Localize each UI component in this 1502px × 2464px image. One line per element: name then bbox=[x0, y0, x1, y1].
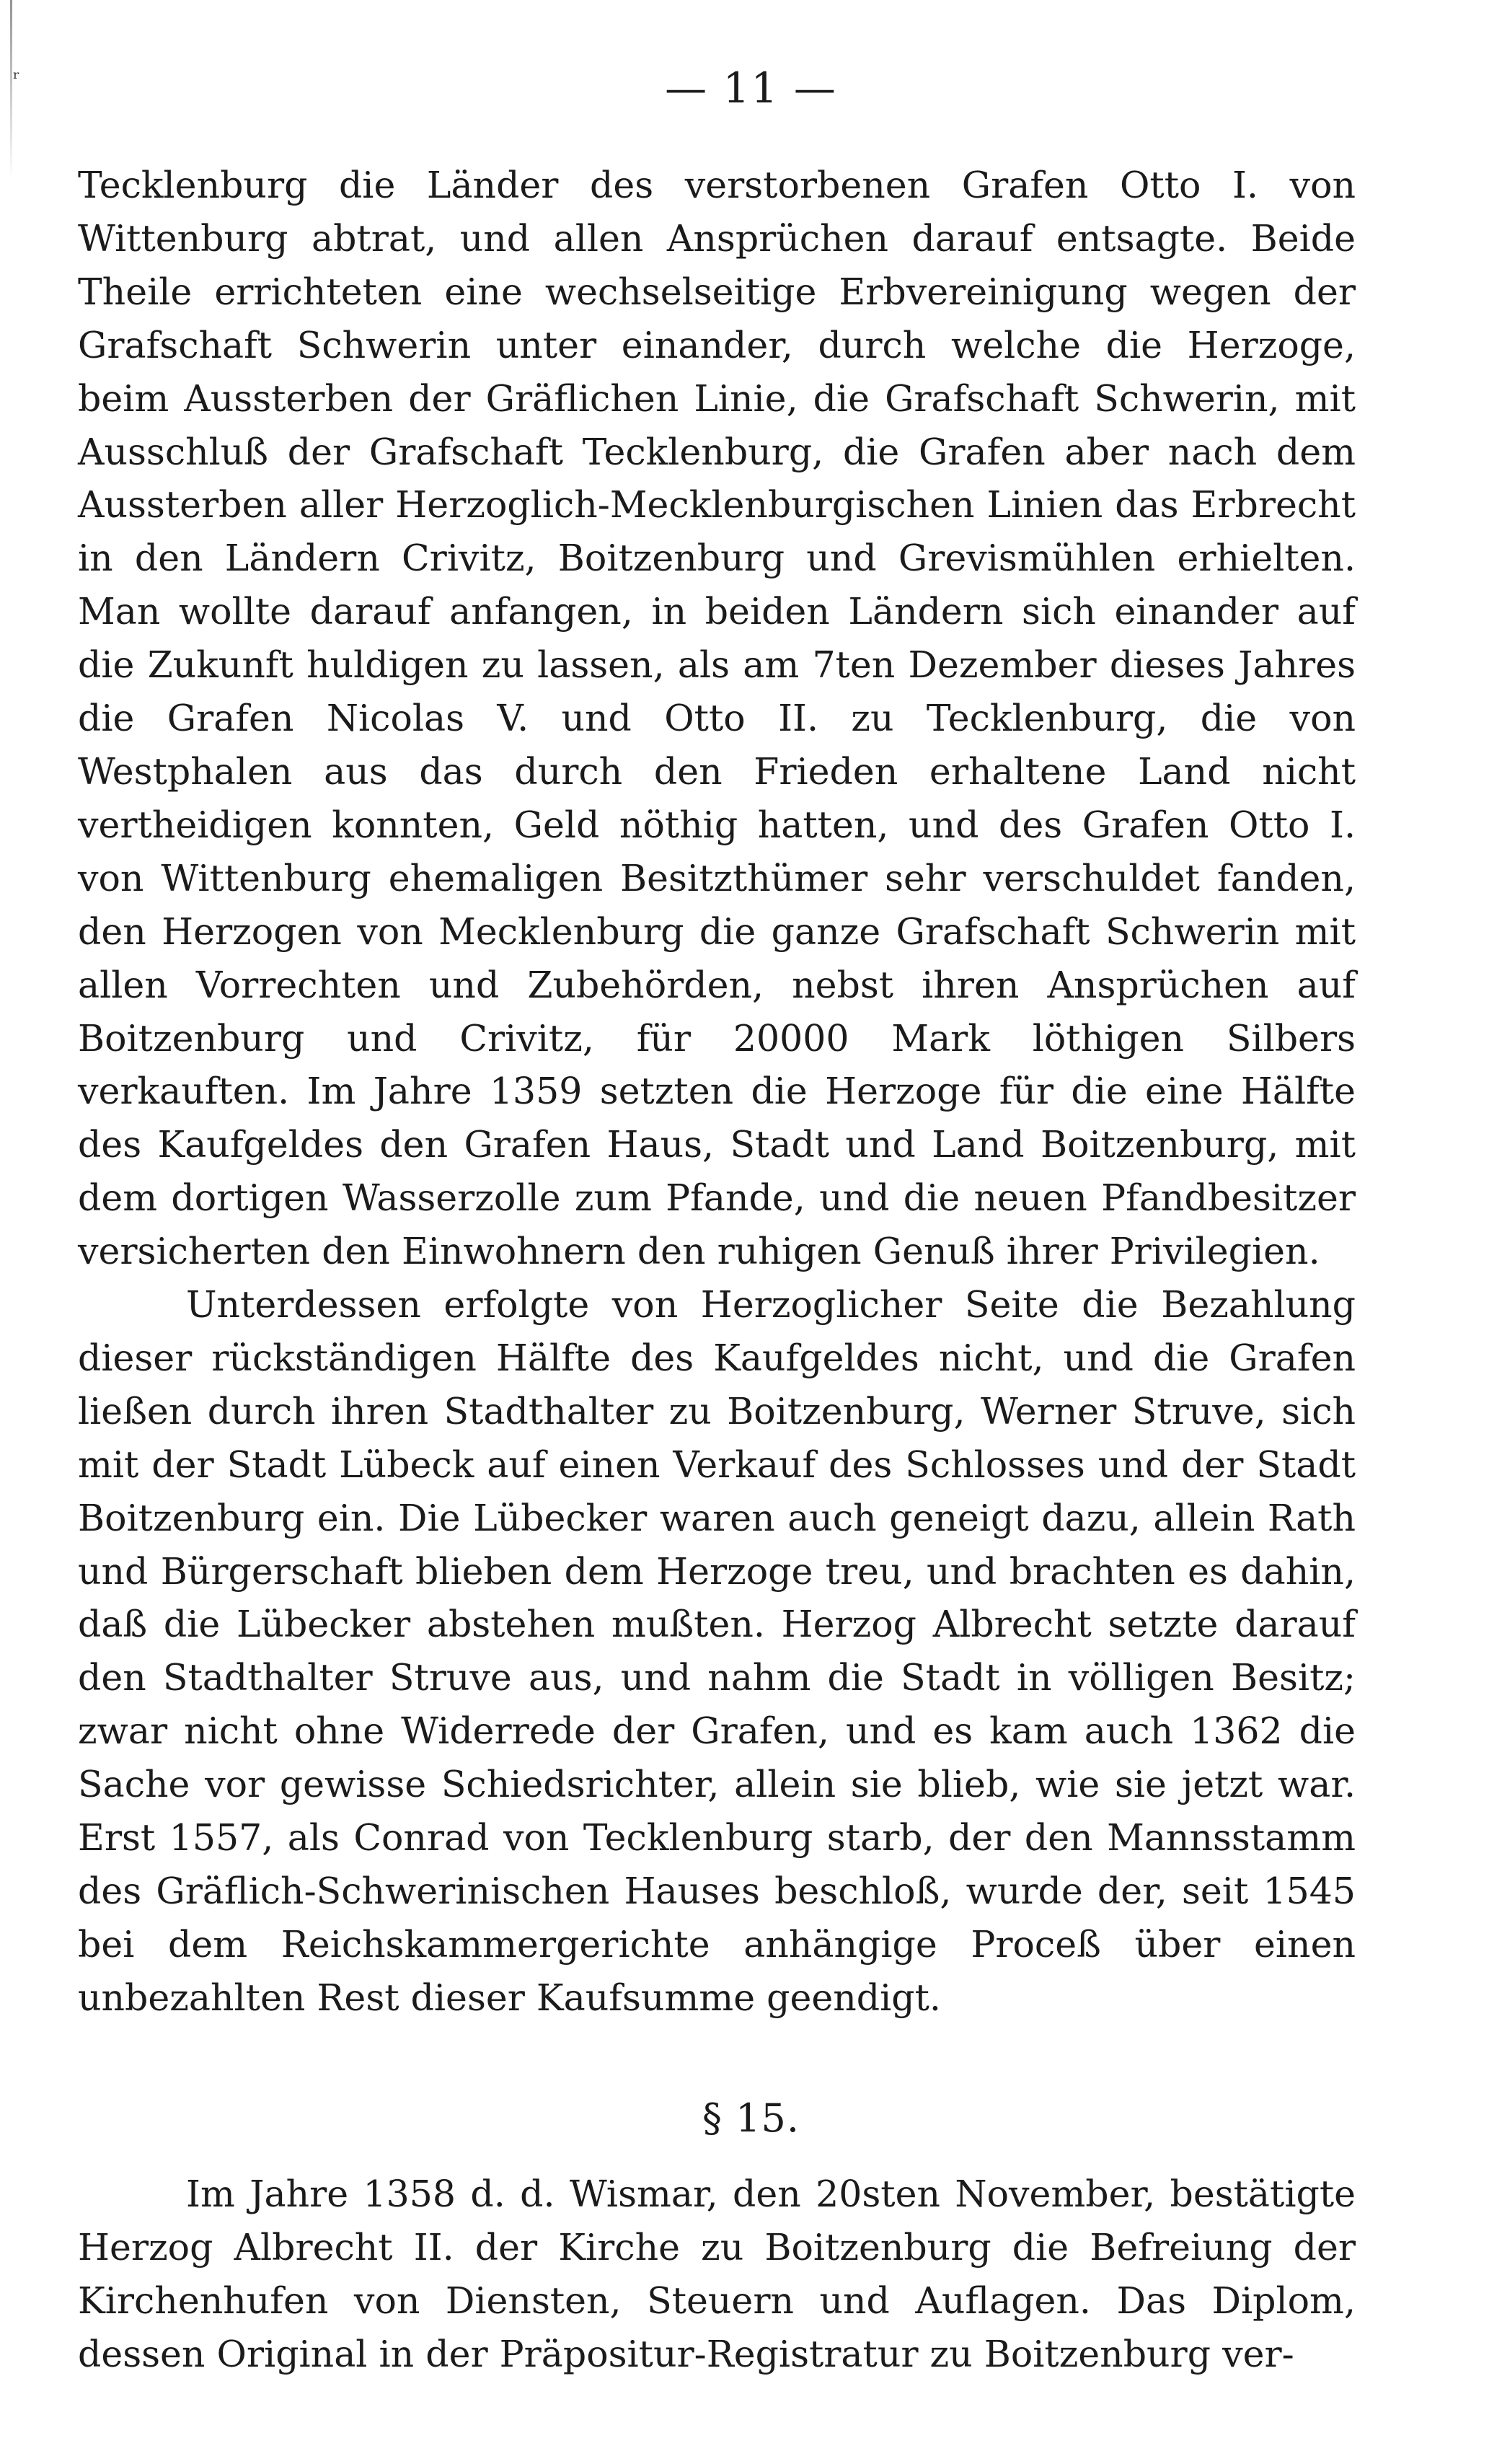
page-number: — 11 — bbox=[665, 63, 837, 113]
corner-tick-mark: ʳ bbox=[13, 66, 20, 90]
paragraph-2: Unterdessen erfolgte von Herzoglicher Seite die Bezahlung dieser rückständigen Hälfte des Kaufgeldes nicht, und die Grafen ließen durch ihren Stadthalter zu Boitzenburg, Werner Struve, sich mit der Stadt Lübeck auf einen Verkauf des Schlosses und der Stadt Boitzenburg ein. Die Lübecker waren auch geneigt dazu, allein Rath und Bürgerschaft blieben dem Herzoge treu, und brachten es dahin, daß die Lübecker abstehen mußten. Herzog Albrecht setzte darauf den Stadthalter Struve aus, und nahm die Stadt in völligen Besitz; zwar nicht ohne Widerrede der Grafen, und es kam auch 1362 die Sache vor gewisse Schiedsrichter, allein sie blieb, wie sie jetzt war. Erst 1557, als Conrad von Tecklenburg starb, der den Mannsstamm des Gräflich-Schwerinischen Hauses beschloß, wurde der, seit 1545 bei dem Reichskammergerichte anhängige Proceß über einen unbezahlten Rest dieser Kaufsumme geendigt. bbox=[78, 1283, 1356, 2019]
section-text-block bbox=[78, 2168, 1356, 2381]
paragraph-1: Tecklenburg die Länder des verstorbenen Grafen Otto I. von Wittenburg abtrat, und allen Ansprüchen darauf entsagte. Beide Theile errichteten eine wechselseitige Erbvereinigung wegen der Grafschaft Schwerin unter einander, durch welche die Herzoge, beim Aussterben der Gräflichen Linie, die Grafschaft Schwerin, mit Ausschluß der Grafschaft Tecklenburg, die Grafen aber nach dem Aussterben aller Herzoglich-Mecklenburgischen Linien das Erbrecht in den Ländern Crivitz, Boitzenburg und Grevismühlen erhielten. Man wollte darauf anfangen, in beiden Ländern sich einander auf die Zukunft huldigen zu lassen, als am 7ten Dezember dieses Jahres die Grafen Nicolas V. und Otto II. zu Tecklenburg, die von Westphalen aus das durch den Frieden erhaltene Land nicht vertheidigen konnten, Geld nöthig hatten, und des Grafen Otto I. von Wittenburg ehemaligen Besitzthümer sehr verschuldet fanden, den Herzogen von Mecklenburg die ganze Grafschaft Schwerin mit allen Vorrechten und Zubehörden, nebst ihren Ansprüchen auf Boitzenburg und Crivitz, für 20000 Mark löthigen Silbers verkauften. Im Jahre 1359 setzten die Herzoge für die eine Hälfte des Kaufgeldes den Grafen Haus, Stadt und Land Boitzenburg, mit dem dortigen Wasserzolle zum Pfande, und die neuen Pfandbesitzer versicherten den Einwohnern den ruhigen Genuß ihrer Privilegien. bbox=[78, 164, 1356, 1273]
section-paragraph: Im Jahre 1358 d. d. Wismar, den 20sten November, bestätigte Herzog Albrecht II. der Kirche zu Boitzenburg die Befreiung der Kirchenhufen von Diensten, Steuern und Auflagen. Das Diplom, dessen Original in der Präpositur-Registratur zu Boitzenburg ver- bbox=[78, 2173, 1356, 2375]
section-heading: § 15. bbox=[702, 2095, 800, 2141]
main-text-block bbox=[78, 159, 1356, 2025]
